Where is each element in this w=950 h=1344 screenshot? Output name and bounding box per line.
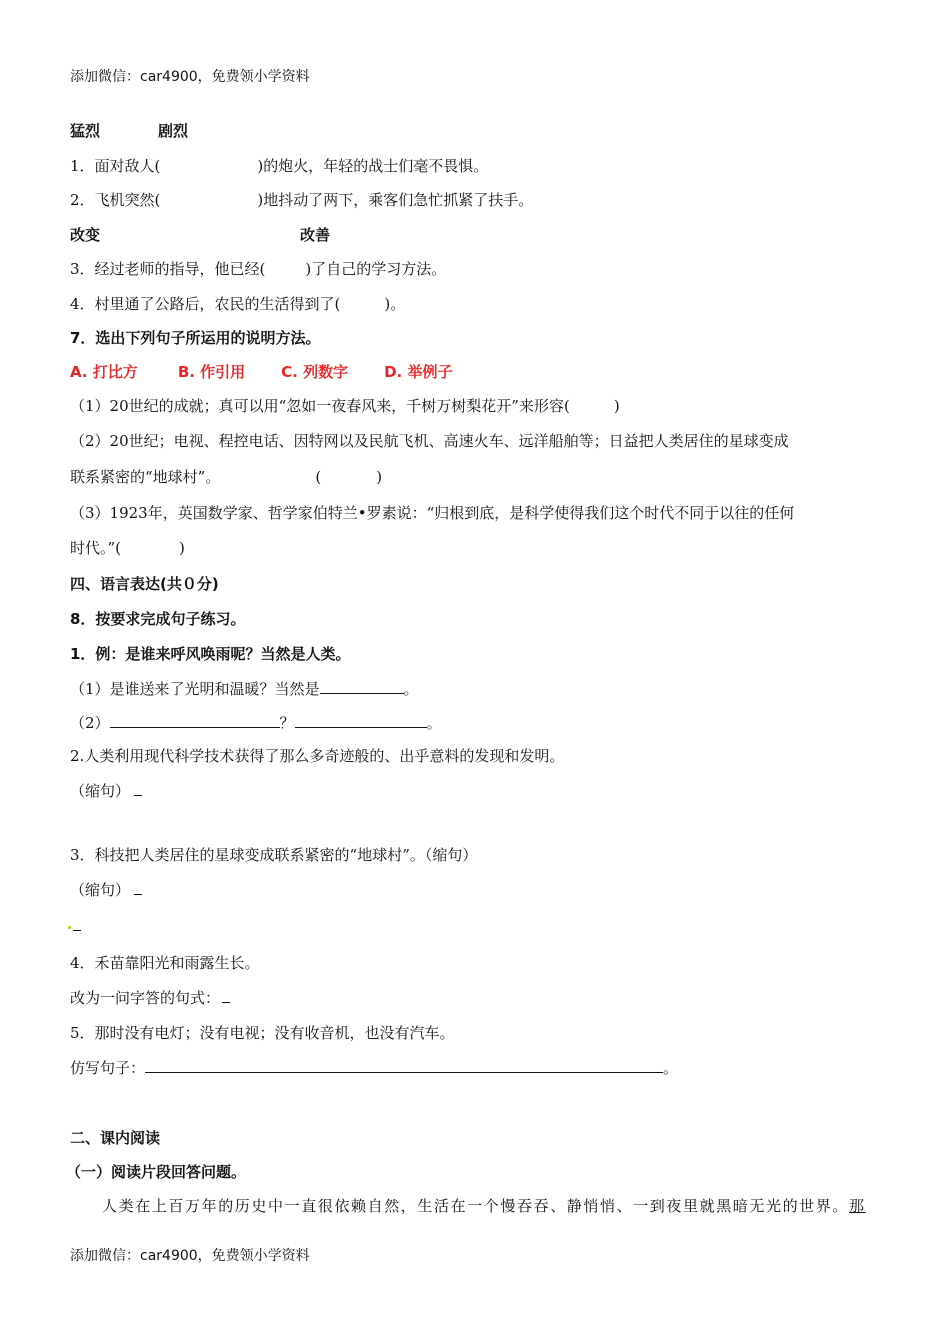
q7-sentence-2-line1: （2）20世纪；电视、程控电话、因特网以及民航飞机、高速火车、远洋船舶等；日益把人类居住的星球变成 <box>70 432 789 450</box>
example-2-text: 2.人类利用现代科学技术获得了那么多奇迹般的、出乎意料的发现和发明。 <box>70 747 565 765</box>
question-1: 1．面对敌人( )的炮火，年轻的战士们毫不畏惧。 <box>70 157 489 175</box>
reading-paragraph: 人类在上百万年的历史中一直很依赖自然，生活在一个慢吞吞、静悄悄、一到夜里就黑暗无光的世界。那 <box>102 1197 866 1215</box>
q8-title: 8．按要求完成句子练习。 <box>70 610 246 628</box>
example-1-a: （1）是谁送来了光明和温暖？当然是 。 <box>70 680 419 698</box>
example-3-answer-line-2 <box>70 916 81 936</box>
q7-sentence-2-line2: 联系紧密的“地球村”。 ( ) <box>70 468 383 486</box>
reading-title: 二、课内阅读 <box>70 1129 161 1147</box>
example-1-title: 1．例：是谁来呼风唤雨呢？当然是人类。 <box>70 645 351 663</box>
question-2: 2．飞机突然( )地抖动了两下，乘客们急忙抓紧了扶手。 <box>70 191 534 209</box>
q7-sentence-3-line2: 时代。”( ) <box>70 539 185 557</box>
word-option: 猛烈 <box>70 122 101 140</box>
word-choice-row-2 <box>70 225 330 245</box>
option-b: B. 作引用 <box>177 363 246 381</box>
answer-line[interactable] <box>295 713 427 728</box>
example-4-answer: 改为一问字答的句式： <box>70 988 230 1008</box>
section-4-title: 四、语言表达(共０分) <box>70 575 219 593</box>
answer-line[interactable] <box>73 916 81 931</box>
example-5-text: 5．那时没有电灯；没有电视；没有收音机，也没有汽车。 <box>70 1024 455 1042</box>
q7-options <box>70 362 452 382</box>
reading-subtitle: （一）阅读片段回答问题。 <box>66 1163 247 1181</box>
question-4: 4．村里通了公路后，农民的生活得到了( )。 <box>70 295 406 313</box>
example-2-answer: （缩句） <box>70 781 142 801</box>
word-option: 剧烈 <box>158 122 189 140</box>
page-footer: 添加微信：car4900，免费领小学资料 <box>70 1248 310 1264</box>
page-header: 添加微信：car4900，免费领小学资料 <box>70 69 310 85</box>
q7-title: 7．选出下列句子所运用的说明方法。 <box>70 329 321 347</box>
option-d: D. 举例子 <box>384 363 453 381</box>
answer-line[interactable] <box>134 880 142 895</box>
example-3-text: 3．科技把人类居住的星球变成联系紧密的“地球村”。（缩句） <box>70 846 478 864</box>
q7-sentence-3-line1: （3）1923年，英国数学家、哲学家伯特兰•罗素说：“归根到底，是科学使得我们这个时代不同于以往的任何 <box>70 504 795 522</box>
answer-line[interactable] <box>222 988 230 1003</box>
question-3: 3．经过老师的指导，他已经( )了自己的学习方法。 <box>70 260 447 278</box>
word-option: 改善 <box>300 226 331 244</box>
option-a: A. 打比方 <box>70 363 138 381</box>
example-5-answer: 仿写句子： 。 <box>70 1059 679 1077</box>
answer-line[interactable] <box>320 679 404 694</box>
example-1-b: （2） ？ 。 <box>70 714 442 732</box>
example-3-answer: （缩句） <box>70 880 142 900</box>
q7-sentence-1: （1）20世纪的成就；真可以用“忽如一夜春风来，千树万树梨花开”来形容( ) <box>70 397 620 415</box>
word-choice-row-1 <box>70 121 188 141</box>
answer-line[interactable] <box>110 713 280 728</box>
word-option: 改变 <box>70 226 101 244</box>
answer-line[interactable] <box>145 1058 663 1073</box>
example-4-text: 4．禾苗靠阳光和雨露生长。 <box>70 954 260 972</box>
answer-line[interactable] <box>134 781 142 796</box>
option-c: C. 列数字 <box>281 363 349 381</box>
